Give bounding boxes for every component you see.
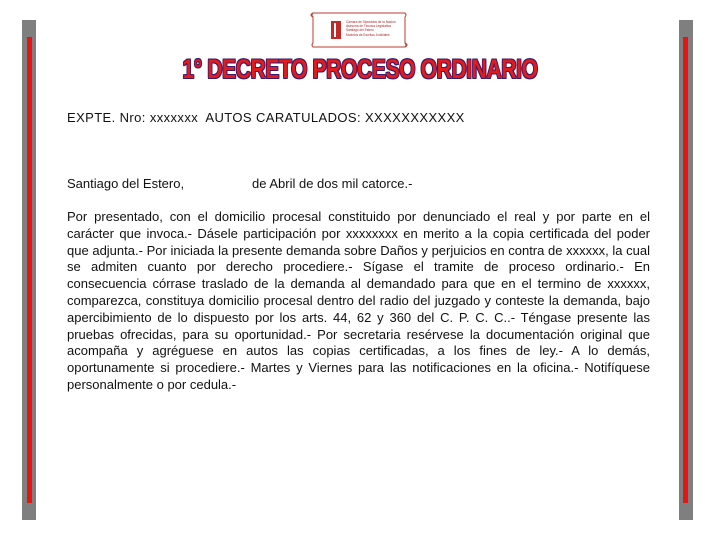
case-header: EXPTE. Nro: xxxxxxx AUTOS CARATULADOS: XXXXXXXXXXX — [67, 110, 465, 125]
logo-line: Asesoría de Técnica Legislativa — [346, 24, 391, 29]
left-decorative-bar — [22, 20, 36, 520]
logo-line: Modelos de Escritos Judiciales — [346, 32, 390, 37]
place-label: Santiago del Estero, — [67, 176, 185, 191]
page-title: 1° DECRETO PROCESO ORDINARIO — [182, 54, 538, 84]
date-label: de Abril de dos mil catorce.- — [252, 176, 413, 191]
scroll-logo-icon — [307, 11, 409, 49]
logo-line: Cámara de Diputados de la Nación — [346, 20, 396, 24]
right-decorative-bar — [679, 20, 693, 520]
logo-caption — [346, 20, 404, 37]
left-red-stripe — [27, 37, 32, 503]
logo-line: Santiago del Estero — [346, 28, 374, 33]
right-red-stripe — [683, 37, 688, 503]
decree-body: Por presentado, con el domicilio procesal constituido por denunciado el real y por parte en el carácter que invoca.- Dásele participación por xxxxxxxx en merito a la copia certificada del poder que adjunta.- Por iniciada la presente demanda sobre Daños y perjuicios en contra de xxxxxx, la cual se admiten cuanto por derecho procediere.- Sígase el tramite de proceso ordinario.- En consecuencia córrase traslado de la demanda al demandado para que en el termino de xxxxxx, comparezca, constituya domicilio procesal dentro del radio del juzgado y conteste la demanda, bajo apercibimiento de lo dispuesto por los arts. 44, 62 y 360 del C. P. C. C..- Téngase presente las pruebas ofrecidas, para su oportunidad.- Por secretaria resérvese la documentación original que acompaña y agréguese en autos las copias certificadas, a los fines de ley.- A lo demás, oportunamente si procediere.- Martes y Viernes para las notificaciones en la oficina.- Notifíquese personalmente o por cedula.- — [67, 209, 650, 392]
